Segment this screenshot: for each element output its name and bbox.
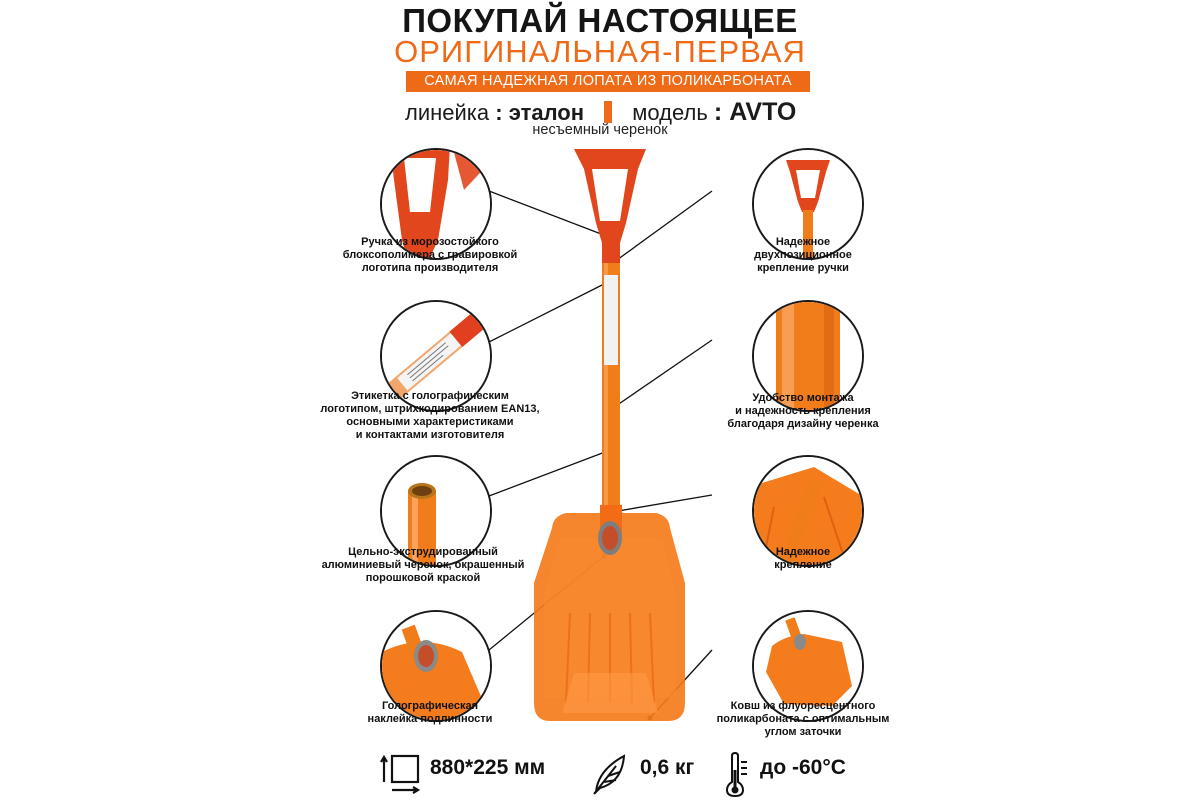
spec-temperature: до -60°С xyxy=(760,756,846,779)
caption-hologram: Голографическая наклейка подлинности xyxy=(367,700,493,725)
headline-title: ПОКУПАЙ НАСТОЯЩЕЕ xyxy=(402,2,798,39)
thermometer-icon xyxy=(722,752,752,798)
headline-subtitle: ОРИГИНАЛЬНАЯ-ПЕРВАЯ xyxy=(394,34,806,69)
caption-handle: Ручка из морозостойкого блоксополимера с гравировкой логотипа производителя xyxy=(342,236,518,274)
shovel-illustration xyxy=(530,143,690,728)
dimensions-icon xyxy=(380,752,422,796)
spec-weight: 0,6 кг xyxy=(640,756,695,779)
feather-weight-icon xyxy=(590,752,630,796)
spec-size: 880*225 мм xyxy=(430,756,546,779)
caption-shaft-design: Удобство монтажа и надежность крепления благодаря дизайну черенка xyxy=(727,392,879,430)
orange-banner: САМАЯ НАДЕЖНАЯ ЛОПАТА ИЗ ПОЛИКАРБОНАТА xyxy=(406,71,810,92)
caption-label: Этикетка с голографическим логотипом, штрихкодированием EAN13, основными характеристиками и контактами изготовителя xyxy=(320,390,540,441)
model-value: : AVTO xyxy=(713,98,797,126)
caption-handle-mount: Надежное двухпозиционное крепление ручки xyxy=(754,236,852,274)
caption-blade: Ковш из флуоресцентного поликарбоната с оптимальным углом заточки xyxy=(716,700,890,738)
separator-bar xyxy=(604,101,612,123)
line-value: : эталон xyxy=(495,100,585,125)
caption-blade-mount: Надежное крепление xyxy=(774,546,832,571)
line-label: линейка xyxy=(405,100,490,125)
handle-note: несъемный черенок xyxy=(532,122,668,138)
caption-shaft: Цельно-экструдированный алюминиевый черенок, окрашенный порошковой краской xyxy=(321,546,525,584)
model-label: модель xyxy=(632,100,708,125)
